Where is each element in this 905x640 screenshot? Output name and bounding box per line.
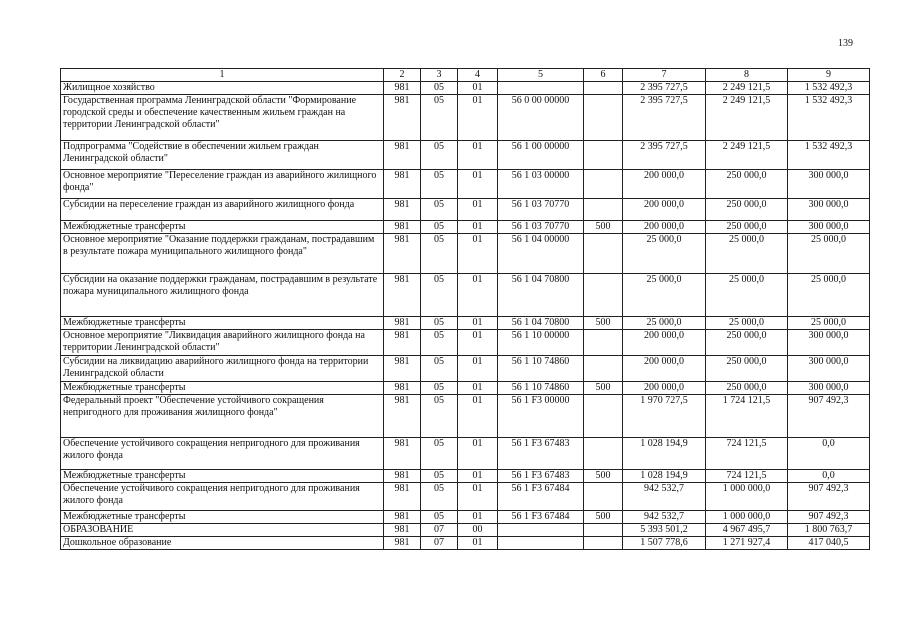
amount-cell: 250 000,0: [706, 382, 788, 395]
target-article-cell: 56 1 10 74860: [498, 382, 584, 395]
subsection-cell: 01: [458, 82, 498, 95]
admin-code-cell: 981: [384, 274, 421, 317]
section-cell: 05: [421, 317, 458, 330]
row-name-cell: Межбюджетные трансферты: [61, 221, 384, 234]
expense-type-cell: [584, 356, 623, 382]
table-row: [61, 511, 870, 524]
admin-code-cell: 981: [384, 524, 421, 537]
header-cell: 4: [458, 69, 498, 82]
subsection-cell: 01: [458, 330, 498, 356]
target-article-cell: [498, 524, 584, 537]
budget-table: [60, 68, 870, 550]
admin-code-cell: 981: [384, 438, 421, 470]
target-article-cell: 56 1 F3 67483: [498, 438, 584, 470]
header-cell: 2: [384, 69, 421, 82]
row-name-cell: Субсидии на оказание поддержки гражданам, пострадавшим в результате пожара муниципального жилищного фонда: [61, 274, 384, 317]
header-cell: 5: [498, 69, 584, 82]
table-row: [61, 82, 870, 95]
amount-cell: 1 507 778,6: [623, 537, 706, 550]
subsection-cell: 01: [458, 234, 498, 274]
row-name-cell: Субсидии на ликвидацию аварийного жилищного фонда на территории Ленинградской области: [61, 356, 384, 382]
expense-type-cell: 500: [584, 511, 623, 524]
expense-type-cell: [584, 438, 623, 470]
target-article-cell: 56 0 00 00000: [498, 95, 584, 141]
subsection-cell: 01: [458, 274, 498, 317]
expense-type-cell: [584, 330, 623, 356]
section-cell: 05: [421, 274, 458, 317]
row-name-cell: Обеспечение устойчивого сокращения непригодного для проживания жилого фонда: [61, 483, 384, 511]
amount-cell: 25 000,0: [623, 317, 706, 330]
subsection-cell: 01: [458, 470, 498, 483]
table-row: [61, 95, 870, 141]
amount-cell: 1 028 194,9: [623, 438, 706, 470]
page-number: 139: [838, 38, 853, 49]
section-cell: 05: [421, 170, 458, 199]
target-article-cell: 56 1 04 70800: [498, 317, 584, 330]
admin-code-cell: 981: [384, 470, 421, 483]
amount-cell: 2 249 121,5: [706, 95, 788, 141]
expense-type-cell: [584, 95, 623, 141]
subsection-cell: 01: [458, 141, 498, 170]
amount-cell: 2 249 121,5: [706, 82, 788, 95]
amount-cell: 25 000,0: [706, 274, 788, 317]
amount-cell: 907 492,3: [788, 511, 870, 524]
target-article-cell: 56 1 10 74860: [498, 356, 584, 382]
row-name-cell: Межбюджетные трансферты: [61, 382, 384, 395]
amount-cell: 1 532 492,3: [788, 141, 870, 170]
section-cell: 05: [421, 470, 458, 483]
header-cell: 6: [584, 69, 623, 82]
section-cell: 05: [421, 95, 458, 141]
target-article-cell: 56 1 10 00000: [498, 330, 584, 356]
admin-code-cell: 981: [384, 395, 421, 438]
amount-cell: 25 000,0: [706, 317, 788, 330]
subsection-cell: 01: [458, 95, 498, 141]
target-article-cell: 56 1 F3 67484: [498, 511, 584, 524]
amount-cell: 1 724 121,5: [706, 395, 788, 438]
admin-code-cell: 981: [384, 234, 421, 274]
admin-code-cell: 981: [384, 95, 421, 141]
section-cell: 05: [421, 82, 458, 95]
expense-type-cell: [584, 537, 623, 550]
admin-code-cell: 981: [384, 483, 421, 511]
header-cell: 8: [706, 69, 788, 82]
table-row: [61, 199, 870, 221]
admin-code-cell: 981: [384, 356, 421, 382]
section-cell: 05: [421, 199, 458, 221]
table-row: [61, 141, 870, 170]
table-row: [61, 330, 870, 356]
target-article-cell: [498, 82, 584, 95]
header-cell: 7: [623, 69, 706, 82]
admin-code-cell: 981: [384, 537, 421, 550]
subsection-cell: 01: [458, 199, 498, 221]
table-row: [61, 395, 870, 438]
table-row: [61, 274, 870, 317]
subsection-cell: 01: [458, 356, 498, 382]
admin-code-cell: 981: [384, 141, 421, 170]
amount-cell: 1 800 763,7: [788, 524, 870, 537]
amount-cell: 25 000,0: [788, 274, 870, 317]
amount-cell: 25 000,0: [788, 234, 870, 274]
header-cell: 1: [61, 69, 384, 82]
row-name-cell: Межбюджетные трансферты: [61, 470, 384, 483]
subsection-cell: 01: [458, 221, 498, 234]
expense-type-cell: [584, 483, 623, 511]
row-name-cell: Государственная программа Ленинградской области "Формирование городской среды и обеспечение качественным жильем граждан на территории Ленинградской области": [61, 95, 384, 141]
amount-cell: 250 000,0: [706, 221, 788, 234]
amount-cell: 4 967 495,7: [706, 524, 788, 537]
table-row: [61, 234, 870, 274]
amount-cell: 0,0: [788, 438, 870, 470]
amount-cell: 907 492,3: [788, 395, 870, 438]
amount-cell: 200 000,0: [623, 382, 706, 395]
expense-type-cell: 500: [584, 382, 623, 395]
section-cell: 05: [421, 330, 458, 356]
amount-cell: 1 271 927,4: [706, 537, 788, 550]
row-name-cell: Федеральный проект "Обеспечение устойчивого сокращения непригодного для проживания жилищного фонда": [61, 395, 384, 438]
amount-cell: 300 000,0: [788, 330, 870, 356]
row-name-cell: Обеспечение устойчивого сокращения непригодного для проживания жилого фонда: [61, 438, 384, 470]
target-article-cell: [498, 537, 584, 550]
amount-cell: 2 395 727,5: [623, 95, 706, 141]
table-row: [61, 438, 870, 470]
target-article-cell: 56 1 03 00000: [498, 170, 584, 199]
amount-cell: 300 000,0: [788, 382, 870, 395]
expense-type-cell: [584, 234, 623, 274]
amount-cell: 724 121,5: [706, 438, 788, 470]
amount-cell: 300 000,0: [788, 170, 870, 199]
amount-cell: 25 000,0: [623, 234, 706, 274]
admin-code-cell: 981: [384, 511, 421, 524]
expense-type-cell: [584, 170, 623, 199]
amount-cell: 942 532,7: [623, 483, 706, 511]
target-article-cell: 56 1 03 70770: [498, 221, 584, 234]
target-article-cell: 56 1 F3 00000: [498, 395, 584, 438]
amount-cell: 250 000,0: [706, 356, 788, 382]
admin-code-cell: 981: [384, 170, 421, 199]
row-name-cell: Межбюджетные трансферты: [61, 511, 384, 524]
expense-type-cell: [584, 199, 623, 221]
table-row: [61, 317, 870, 330]
header-cell: 3: [421, 69, 458, 82]
section-cell: 05: [421, 234, 458, 274]
amount-cell: 2 249 121,5: [706, 141, 788, 170]
target-article-cell: 56 1 F3 67484: [498, 483, 584, 511]
amount-cell: 2 395 727,5: [623, 141, 706, 170]
amount-cell: 300 000,0: [788, 356, 870, 382]
row-name-cell: Основное мероприятие "Переселение граждан из аварийного жилищного фонда": [61, 170, 384, 199]
amount-cell: 200 000,0: [623, 170, 706, 199]
expense-type-cell: 500: [584, 221, 623, 234]
amount-cell: 5 393 501,2: [623, 524, 706, 537]
expense-type-cell: [584, 274, 623, 317]
expense-type-cell: [584, 82, 623, 95]
row-name-cell: ОБРАЗОВАНИЕ: [61, 524, 384, 537]
amount-cell: 250 000,0: [706, 170, 788, 199]
subsection-cell: 01: [458, 382, 498, 395]
expense-type-cell: [584, 141, 623, 170]
section-cell: 05: [421, 438, 458, 470]
admin-code-cell: 981: [384, 221, 421, 234]
expense-type-cell: [584, 395, 623, 438]
amount-cell: 417 040,5: [788, 537, 870, 550]
target-article-cell: 56 1 04 70800: [498, 274, 584, 317]
amount-cell: 2 395 727,5: [623, 82, 706, 95]
amount-cell: 25 000,0: [706, 234, 788, 274]
amount-cell: 942 532,7: [623, 511, 706, 524]
table-row: [61, 356, 870, 382]
amount-cell: 1 028 194,9: [623, 470, 706, 483]
amount-cell: 1 532 492,3: [788, 95, 870, 141]
subsection-cell: 01: [458, 317, 498, 330]
target-article-cell: 56 1 04 00000: [498, 234, 584, 274]
target-article-cell: 56 1 00 00000: [498, 141, 584, 170]
amount-cell: 300 000,0: [788, 199, 870, 221]
table-row: [61, 483, 870, 511]
admin-code-cell: 981: [384, 317, 421, 330]
row-name-cell: Основное мероприятие "Оказание поддержки гражданам, пострадавшим в результате пожара муниципального жилищного фонда": [61, 234, 384, 274]
target-article-cell: 56 1 F3 67483: [498, 470, 584, 483]
section-cell: 05: [421, 356, 458, 382]
section-cell: 05: [421, 483, 458, 511]
amount-cell: 250 000,0: [706, 330, 788, 356]
section-cell: 05: [421, 511, 458, 524]
section-cell: 05: [421, 221, 458, 234]
amount-cell: 907 492,3: [788, 483, 870, 511]
amount-cell: 25 000,0: [623, 274, 706, 317]
amount-cell: 724 121,5: [706, 470, 788, 483]
subsection-cell: 01: [458, 537, 498, 550]
row-name-cell: Межбюджетные трансферты: [61, 317, 384, 330]
admin-code-cell: 981: [384, 382, 421, 395]
table-row: [61, 382, 870, 395]
section-cell: 07: [421, 537, 458, 550]
amount-cell: 250 000,0: [706, 199, 788, 221]
row-name-cell: Основное мероприятие "Ликвидация аварийного жилищного фонда на территории Ленинградской области": [61, 330, 384, 356]
amount-cell: 1 532 492,3: [788, 82, 870, 95]
expense-type-cell: 500: [584, 317, 623, 330]
table-row: [61, 221, 870, 234]
subsection-cell: 01: [458, 170, 498, 199]
amount-cell: 200 000,0: [623, 221, 706, 234]
table-row: [61, 524, 870, 537]
section-cell: 05: [421, 395, 458, 438]
table-header-row: [61, 69, 870, 82]
amount-cell: 1 970 727,5: [623, 395, 706, 438]
amount-cell: 200 000,0: [623, 199, 706, 221]
header-cell: 9: [788, 69, 870, 82]
section-cell: 05: [421, 141, 458, 170]
amount-cell: 25 000,0: [788, 317, 870, 330]
amount-cell: 1 000 000,0: [706, 511, 788, 524]
expense-type-cell: [584, 524, 623, 537]
amount-cell: 200 000,0: [623, 356, 706, 382]
subsection-cell: 01: [458, 438, 498, 470]
amount-cell: 200 000,0: [623, 330, 706, 356]
amount-cell: 1 000 000,0: [706, 483, 788, 511]
table-row: [61, 537, 870, 550]
subsection-cell: 01: [458, 395, 498, 438]
section-cell: 05: [421, 382, 458, 395]
admin-code-cell: 981: [384, 82, 421, 95]
admin-code-cell: 981: [384, 330, 421, 356]
table-row: [61, 470, 870, 483]
subsection-cell: 01: [458, 483, 498, 511]
row-name-cell: Жилищное хозяйство: [61, 82, 384, 95]
subsection-cell: 00: [458, 524, 498, 537]
subsection-cell: 01: [458, 511, 498, 524]
section-cell: 07: [421, 524, 458, 537]
amount-cell: 0,0: [788, 470, 870, 483]
target-article-cell: 56 1 03 70770: [498, 199, 584, 221]
row-name-cell: Дошкольное образование: [61, 537, 384, 550]
amount-cell: 300 000,0: [788, 221, 870, 234]
row-name-cell: Субсидии на переселение граждан из аварийного жилищного фонда: [61, 199, 384, 221]
table-row: [61, 170, 870, 199]
expense-type-cell: 500: [584, 470, 623, 483]
row-name-cell: Подпрограмма "Содействие в обеспечении жильем граждан Ленинградской области": [61, 141, 384, 170]
admin-code-cell: 981: [384, 199, 421, 221]
